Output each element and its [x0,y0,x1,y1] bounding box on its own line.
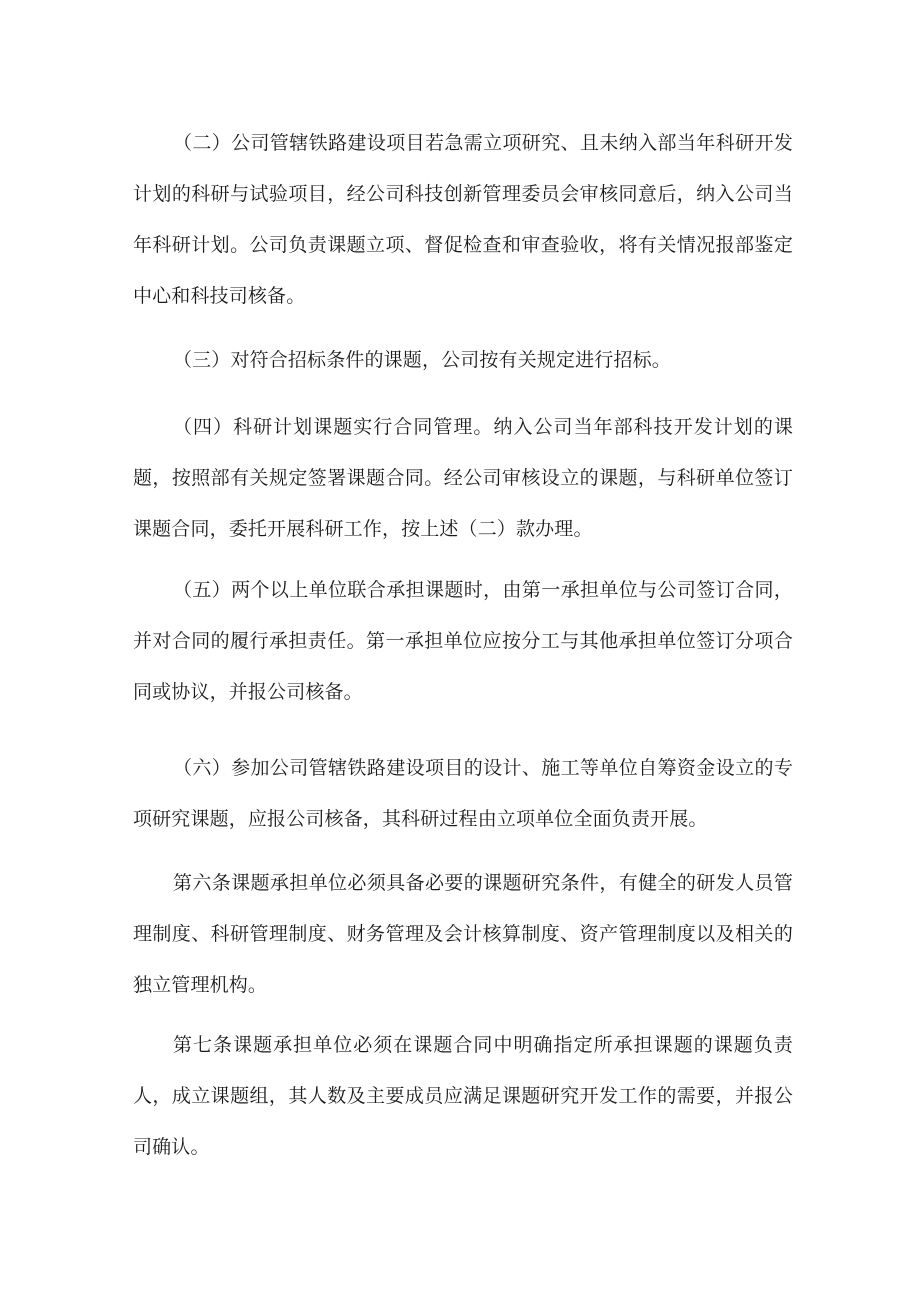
paragraph-item-6: （六）参加公司管辖铁路建设项目的设计、施工等单位自筹资金设立的专项研究课题，应报公司核备，其科研过程由立项单位全面负责开展。 [133,757,793,830]
paragraph-item-3: （三）对符合招标条件的课题，公司按有关规定进行招标。 [173,349,671,371]
paragraph-item-5: （五）两个以上单位联合承担课题时，由第一承担单位与公司签订合同，并对合同的履行承担责任。第一承担单位应按分工与其他承担单位签订分项合同或协议，并报公司核备。 [133,579,793,703]
article-7-paragraph: 第七条课题承担单位必须在课题合同中明确指定所承担课题的课题负责人，成立课题组，其人数及主要成员应满足课题研究开发工作的需要，并报公司确认。 [133,1034,793,1158]
paragraph-item-2: （二）公司管辖铁路建设项目若急需立项研究、且未纳入部当年科研开发计划的科研与试验项目，经公司科技创新管理委员会审核同意后，纳入公司当年科研计划。公司负责课题立项、督促检查和审查验收，将有关情况报部鉴定中心和科技司核备。 [133,132,793,307]
article-6-paragraph: 第六条课题承担单位必须具备必要的课题研究条件，有健全的研发人员管理制度、科研管理制度、财务管理及会计核算制度、资产管理制度以及相关的独立管理机构。 [133,872,793,996]
paragraph-item-4: （四）科研计划课题实行合同管理。纳入公司当年部科技开发计划的课题，按照部有关规定签署课题合同。经公司审核设立的课题，与科研单位签订课题合同，委托开展科研工作，按上述（二）款办理。 [133,416,793,540]
